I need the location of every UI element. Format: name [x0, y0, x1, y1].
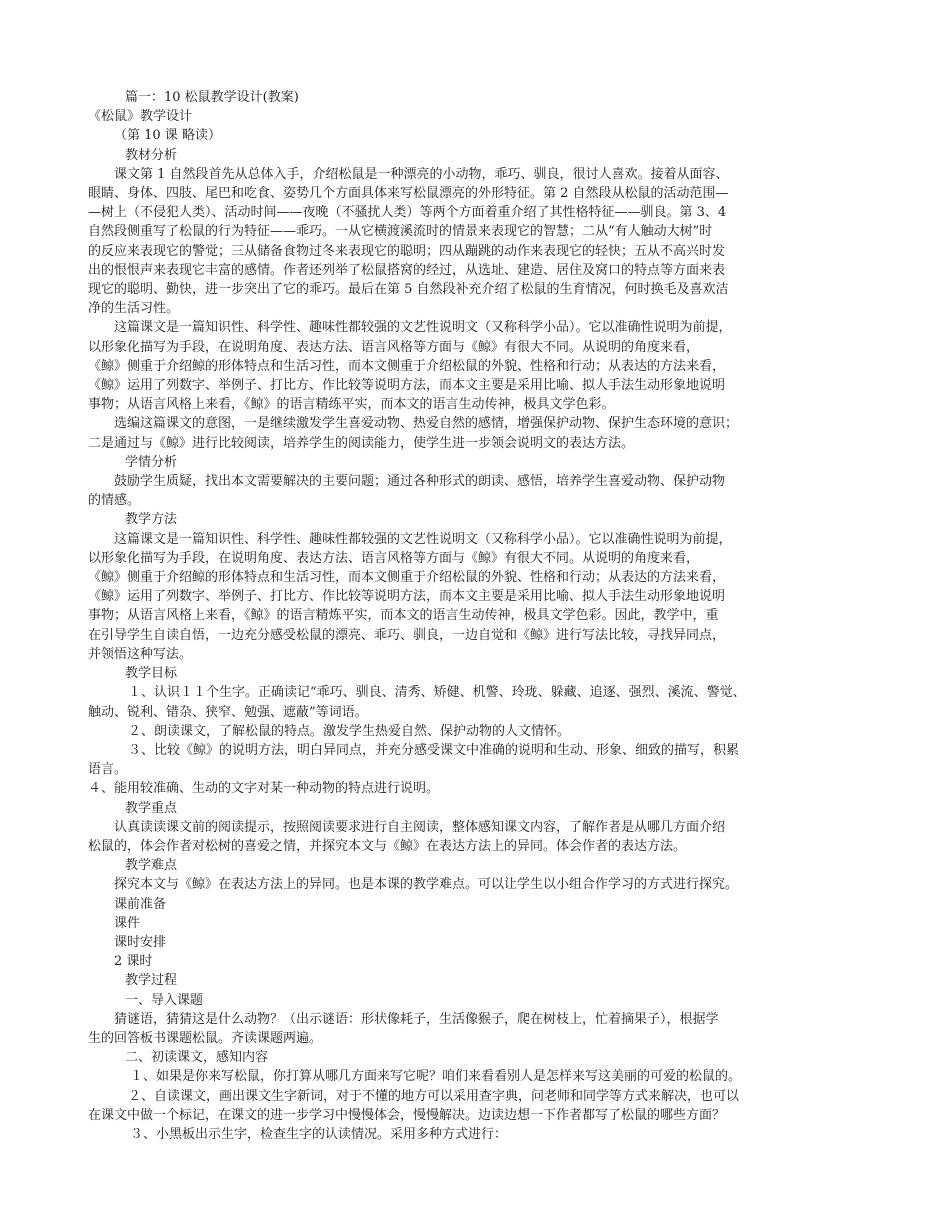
text-line: 课件: [114, 915, 141, 931]
text-line: 《鲸》侧重于介绍鲸的形体特点和生活习性，而本文侧重于介绍松鼠的外貌、性格和行动；从表达的方法来看，: [88, 570, 726, 586]
section-heading: 一、导入课题: [125, 992, 204, 1008]
text-line: 净的生活习性。: [88, 301, 180, 317]
section-heading: 二、初读课文，感知内容: [125, 1050, 269, 1066]
section-heading: 学情分析: [125, 454, 178, 470]
text-line: ４、能用较准确、生动的文字对某一种动物的特点进行说明。: [88, 781, 440, 797]
text-line: 《松鼠》教学设计: [88, 109, 193, 125]
section-heading: 教学方法: [125, 512, 178, 528]
text-line: 触动、锐利、错杂、狭窄、勉强、遮蔽”等词语。: [88, 704, 368, 720]
text-line: —树上（不侵犯人类）、活动时间——夜晚（不骚扰人类）等两个方面着重介绍了其性格特征——驯良。第 3、4: [88, 205, 727, 221]
text-line: 《鲸》运用了列数字、举例子、打比方、作比较等说明方法，而本文主要是采用比喻、拟人手法生动形象地说明: [88, 378, 726, 394]
text-line: 现它的聪明、勤快，进一步突出了它的乖巧。最后在第 5 自然段补充介绍了松鼠的生育情况，何时换毛及喜欢洁: [88, 282, 729, 298]
text-line: 事物；从语言风格上来看，《鲸》的语言精练平实，而本文的语言生动传神，极具文学色彩。: [88, 397, 615, 413]
text-line: 这篇课文是一篇知识性、科学性、趣味性都较强的文艺性说明文（又称科学小品）。它以准确性说明为前提，: [114, 531, 732, 547]
text-line: 《鲸》侧重于介绍鲸的形体特点和生活习性，而本文侧重于介绍松鼠的外貌、性格和行动；从表达的方法来看，: [88, 358, 726, 374]
text-line: 认真读读课文前的阅读提示，按照阅读要求进行自主阅读，整体感知课文内容，了解作者是从哪几方面介绍: [114, 819, 726, 835]
text-line: 松鼠的，体会作者对松树的喜爱之情，并探究本文与《鲸》在表达方法上的异同。体会作者的表达方法。: [88, 838, 687, 854]
text-line: 探究本文与《鲸》在表达方法上的异同。也是本课的教学难点。可以让学生以小组合作学习的方式进行探究。: [114, 877, 739, 893]
text-line: 语言。: [88, 762, 128, 778]
text-line: 眼睛、身体、四肢、尾巴和吃食、姿势几个方面具体来写松鼠漂亮的外形特征。第 2 自然段从松鼠的活动范围—: [88, 186, 729, 202]
section-heading: 篇一：10 松鼠教学设计(教案): [125, 90, 299, 105]
section-heading: 教学目标: [125, 666, 178, 682]
section-heading: 教学重点: [125, 800, 178, 816]
text-line: ２、自读课文，画出课文生字新词，对于不懂的地方可以采用查字典，问老师和同学等方式来解决，也可以: [128, 1088, 740, 1104]
text-line: 的情感。: [88, 493, 141, 509]
text-line: １、认识１１个生字。正确读记“乖巧、驯良、清秀、矫健、机警、玲珑、躲藏、追逐、强烈、溪流、警觉、: [128, 685, 746, 701]
text-line: 鼓励学生质疑，找出本文需要解决的主要问题；通过各种形式的朗读、感悟，培养学生喜爱动物、保护动物: [114, 474, 726, 490]
text-line: 课时安排: [114, 934, 167, 950]
text-line: 事物；从语言风格上来看，《鲸》的语言精炼平实，而本文的语言生动传神，极具文学色彩。因此，教学中，重: [88, 608, 719, 624]
text-line: １、如果是你来写松鼠，你打算从哪几方面来写它呢？咱们来看看别人是怎样来写这美丽的可爱的松鼠的。: [130, 1069, 742, 1085]
document-body: [88, 88, 864, 1144]
text-line: 在引导学生自读自悟，一边充分感受松鼠的漂亮、乖巧、驯良，一边自觉和《鲸》进行写法比较，寻找异同点，: [88, 627, 726, 643]
text-line: （第 10 课 略读）: [114, 128, 221, 144]
text-line: 《鲸》运用了列数字、举例子、打比方、作比较等说明方法，而本文主要是采用比喻、拟人手法生动形象地说明: [88, 589, 726, 605]
text-line: 出的恨恨声来表现它丰富的感情。作者还列举了松鼠搭窝的经过，从选址、建造、居住及窝口的特点等方面来表: [88, 262, 726, 278]
text-line: 课文第 1 自然段首先从总体入手，介绍松鼠是一种漂亮的小动物，乖巧、驯良，很讨人喜欢。接着从面容、: [114, 166, 729, 182]
text-line: 二是通过与《鲸》进行比较阅读，培养学生的阅读能力，使学生进一步领会说明文的表达方法。: [88, 435, 635, 451]
section-heading: 教学难点: [125, 858, 178, 874]
text-line: 课前准备: [114, 896, 167, 912]
text-line: 在课文中做一个标记，在课文的进一步学习中慢慢体会，慢慢解决。边读边想一下作者都写了松鼠的哪些方面？: [88, 1107, 726, 1123]
text-line: 生的回答板书课题松鼠。齐读课题两遍。: [88, 1030, 323, 1046]
text-line: 以形象化描写为手段，在说明角度、表达方法、语言风格等方面与《鲸》有很大不同。从说明的角度来看，: [88, 550, 700, 566]
section-heading: 教材分析: [125, 147, 178, 163]
text-line: 的反应来表现它的警觉；三从储备食物过冬来表现它的聪明；四从蹦跳的动作来表现它的轻快；五从不高兴时发: [88, 243, 726, 259]
text-line: ３、小黑板出示生字，检查生字的认读情况。采用多种方式进行：: [130, 1126, 508, 1142]
text-line: 自然段侧重写了松鼠的行为特征——乖巧。一从它横渡溪流时的情景来表现它的智慧；二从“有人触动大树”时: [88, 224, 713, 240]
text-line: 猜谜语，猜猜这是什么动物？（出示谜语：形状像耗子，生活像猴子，爬在树枝上，忙着摘果子），根据学: [114, 1011, 719, 1027]
text-line: ３、比较《鲸》的说明方法，明白异同点，并充分感受课文中准确的说明和生动、形象、细致的描写，积累: [128, 742, 740, 758]
section-heading: 教学过程: [125, 973, 178, 989]
text-line: 选编这篇课文的意图，一是继续激发学生喜爱动物、热爱自然的感情，增强保护动物、保护生态环境的意识；: [114, 416, 739, 432]
text-line: 以形象化描写为手段，在说明角度、表达方法、语言风格等方面与《鲸》有很大不同。从说明的角度来看，: [88, 339, 700, 355]
text-line: 并领悟这种写法。: [88, 646, 193, 662]
text-line: 这篇课文是一篇知识性、科学性、趣味性都较强的文艺性说明文（又称科学小品）。它以准确性说明为前提，: [114, 320, 732, 336]
text-line: 2 课时: [114, 954, 153, 970]
text-line: ２、朗读课文，了解松鼠的特点。激发学生热爱自然、保护动物的人文情怀。: [128, 723, 571, 739]
